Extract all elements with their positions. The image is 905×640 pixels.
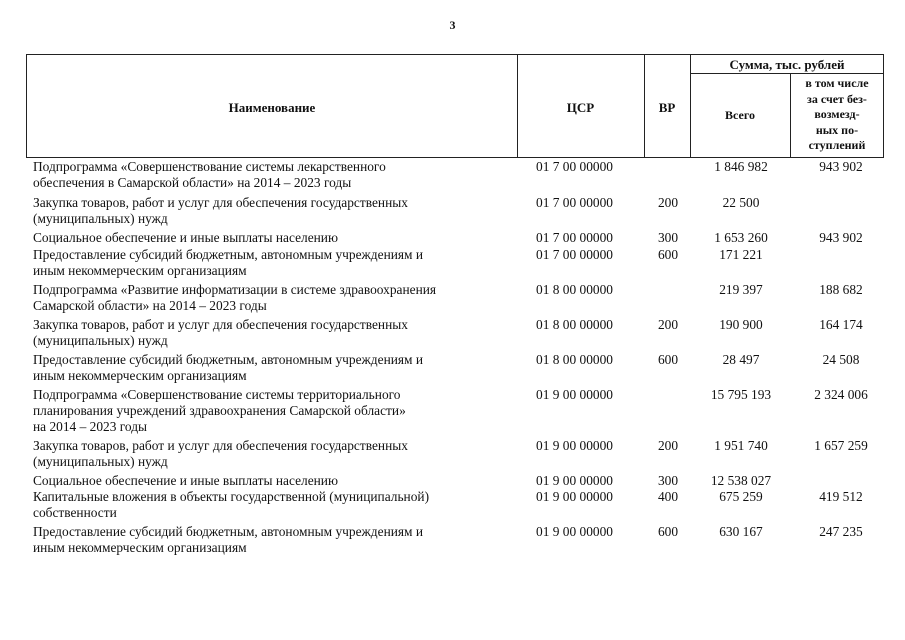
row-free: 164 174: [819, 317, 863, 332]
row-free: 24 508: [822, 352, 860, 367]
row-name-line: Предоставление субсидий бюджетным, автономным учреждениям и: [33, 352, 424, 367]
header-sum: Сумма, тыс. рублей: [729, 57, 845, 72]
row-name-line: иным некоммерческим организациям: [33, 540, 247, 555]
row-csr: 01 8 00 00000: [536, 352, 613, 367]
row-vr: 400: [657, 489, 679, 504]
row-csr: 01 9 00 00000: [536, 438, 613, 453]
row-vr: 200: [657, 317, 679, 332]
row-free: 247 235: [819, 524, 863, 539]
row-name-line: Социальное обеспечение и иные выплаты населению: [33, 230, 338, 245]
row-csr: 01 7 00 00000: [536, 195, 613, 210]
page-number: 3: [449, 18, 456, 32]
row-total: 190 900: [719, 317, 763, 332]
row-total: 675 259: [719, 489, 763, 504]
row-name-line: (муниципальных) нужд: [33, 454, 168, 469]
row-name-line: Предоставление субсидий бюджетным, автономным учреждениям и: [33, 247, 424, 262]
row-free: 943 902: [819, 159, 863, 174]
row-csr: 01 8 00 00000: [536, 317, 613, 332]
header-divider: [690, 73, 883, 74]
row-name-line: Подпрограмма «Развитие информатизации в системе здравоохранения: [33, 282, 437, 297]
row-total: 1 846 982: [714, 159, 768, 174]
row-total: 15 795 193: [710, 387, 772, 402]
row-name-line: Закупка товаров, работ и услуг для обеспечения государственных: [33, 317, 408, 332]
row-name: [33, 159, 503, 191]
row-name-line: на 2014 – 2023 годы: [33, 419, 148, 434]
row-name: [33, 438, 503, 470]
row-name-line: обеспечения в Самарской области» на 2014 – 2023 годы: [33, 175, 352, 190]
row-vr: 300: [657, 230, 679, 245]
header-including-line: возмезд-: [814, 107, 860, 121]
row-name: [33, 473, 503, 489]
row-csr: 01 9 00 00000: [536, 489, 613, 504]
row-total: 12 538 027: [710, 473, 772, 488]
row-csr: 01 9 00 00000: [536, 473, 613, 488]
header-including-line: ступлений: [808, 138, 866, 152]
header-including: [790, 76, 884, 154]
row-name-line: Подпрограмма «Совершенствование системы территориального: [33, 387, 401, 402]
row-name-line: Подпрограмма «Совершенствование системы лекарственного: [33, 159, 386, 174]
row-name-line: Закупка товаров, работ и услуг для обеспечения государственных: [33, 195, 408, 210]
row-name-line: собственности: [33, 505, 117, 520]
header-including-line: в том числе: [805, 76, 869, 90]
row-name-line: Закупка товаров, работ и услуг для обеспечения государственных: [33, 438, 408, 453]
row-free: 419 512: [819, 489, 863, 504]
row-name-line: иным некоммерческим организациям: [33, 263, 247, 278]
row-csr: 01 7 00 00000: [536, 230, 613, 245]
row-vr: 600: [657, 352, 679, 367]
row-name: [33, 317, 503, 349]
row-name-line: Социальное обеспечение и иные выплаты населению: [33, 473, 338, 488]
header-including-line: ных по-: [815, 122, 859, 137]
header-csr: ЦСР: [566, 100, 595, 115]
header-name: Наименование: [228, 100, 316, 115]
table-header: [26, 54, 884, 158]
row-name: [33, 352, 503, 384]
row-free: 943 902: [819, 230, 863, 245]
row-name: [33, 387, 503, 435]
row-name-line: иным некоммерческим организациям: [33, 368, 247, 383]
row-total: 171 221: [719, 247, 763, 262]
row-vr: 200: [657, 438, 679, 453]
row-name: [33, 489, 503, 521]
header-vr: ВР: [658, 100, 676, 115]
row-name: [33, 230, 503, 246]
header-total: Всего: [725, 108, 755, 122]
row-vr: 600: [657, 247, 679, 262]
row-total: 630 167: [719, 524, 763, 539]
row-name: [33, 524, 503, 556]
row-csr: 01 9 00 00000: [536, 387, 613, 402]
row-name: [33, 195, 503, 227]
row-name: [33, 282, 503, 314]
row-vr: 200: [657, 195, 679, 210]
row-total: 28 497: [722, 352, 760, 367]
row-vr: 600: [657, 524, 679, 539]
row-free: 2 324 006: [814, 387, 868, 402]
row-total: 22 500: [722, 195, 760, 210]
row-name-line: Предоставление субсидий бюджетным, автономным учреждениям и: [33, 524, 424, 539]
row-total: 1 951 740: [714, 438, 768, 453]
row-name-line: Капитальные вложения в объекты государственной (муниципальной): [33, 489, 430, 504]
row-name-line: планирования учреждений здравоохранения Самарской области»: [33, 403, 406, 418]
row-free: 1 657 259: [814, 438, 868, 453]
row-csr: 01 9 00 00000: [536, 524, 613, 539]
row-total: 1 653 260: [714, 230, 768, 245]
header-including-line: за счет без-: [807, 91, 867, 106]
row-total: 219 397: [719, 282, 763, 297]
row-name-line: Самарской области» на 2014 – 2023 годы: [33, 298, 267, 313]
row-name-line: (муниципальных) нужд: [33, 333, 168, 348]
row-vr: 300: [657, 473, 679, 488]
row-name-line: (муниципальных) нужд: [33, 211, 168, 226]
row-csr: 01 8 00 00000: [536, 282, 613, 297]
row-csr: 01 7 00 00000: [536, 159, 613, 174]
row-free: 188 682: [819, 282, 863, 297]
row-csr: 01 7 00 00000: [536, 247, 613, 262]
row-name: [33, 247, 503, 279]
